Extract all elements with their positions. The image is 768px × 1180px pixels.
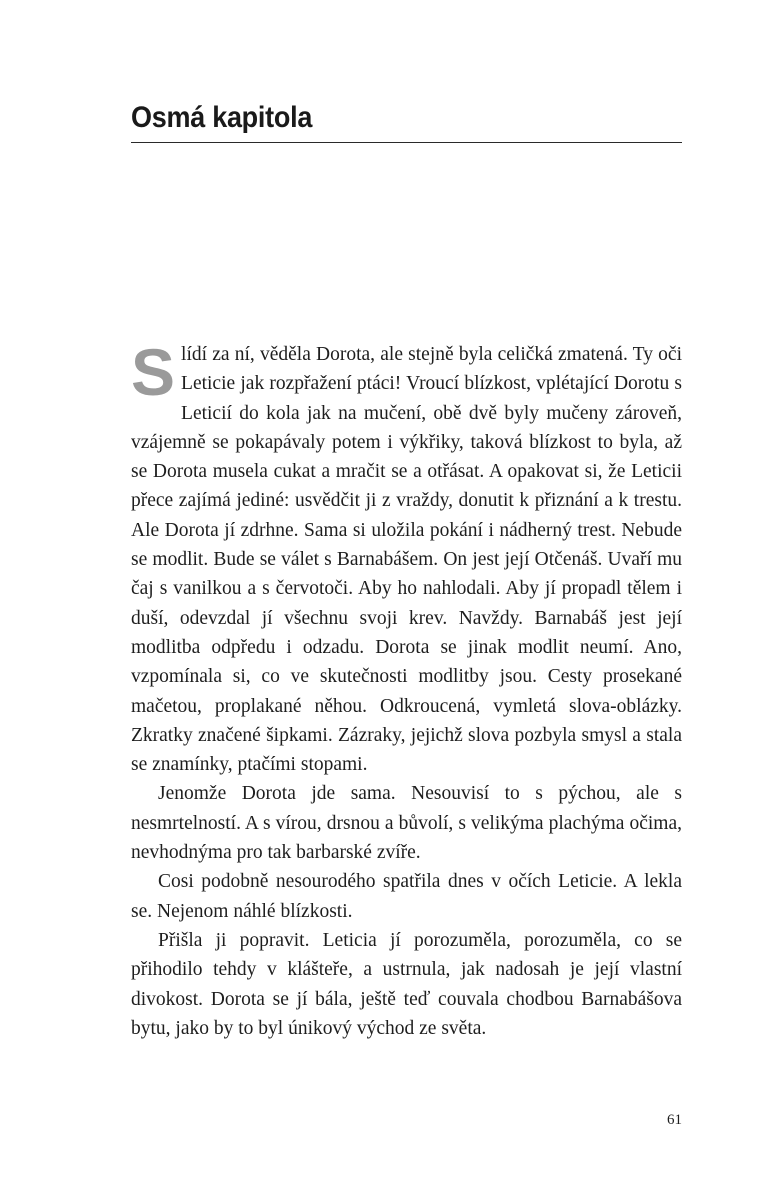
title-underline-rule [131,142,682,143]
paragraph-4: Přišla ji popravit. Leticia jí porozuměla, porozuměla, co se přihodilo tehdy v klášteře, a ustrnula, jak nadosah je její vlastní divokost. Dorota se jí bála, ještě teď couvala chodbou Barnabášova bytu, jako by to byl únikový východ ze světa. [131,929,682,1039]
paragraph-2: Jenomže Dorota jde sama. Nesouvisí to s pýchou, ale s nesmrtelností. A s vírou, drsnou a bůvolí, s velikýma plachýma očima, nevhodnýma pro tak barbarské zvíře. [131,783,682,864]
chapter-title: Osmá kapitola [131,101,313,134]
chapter-body [131,335,682,1043]
paragraph-1 [131,335,682,779]
page-number: 61 [667,1112,682,1128]
paragraph-1-text: lídí za ní, věděla Dorota, ale stejně byla celičká zmatená. Ty oči Leticie jak rozpřažení ptáci! Vroucí blízkost, vplétající Dorotu s Leticií do kola jak na mučení, obě dvě byly mučeny zároveň, vzájemně se pokapávaly potem i výkřiky, taková blízkost to byla, až se Dorota musela cukat a mračit se a otřásat. A opakovat si, že Leticii přece zajímá jediné: usvědčit ji z vraždy, donutit k přiznání a k trestu. Ale Dorota jí zdrhne. Sama si uložila pokání i nádherný trest. Nebude se modlit. Bude se válet s Barnabášem. On jest její Otčenáš. Uvaří mu čaj s vanilkou a s červotoči. Aby ho nahlodali. Aby jí propadl tělem i duší, odevzdal jí všechnu svoji krev. Navždy. Barnabáš jest její modlitba odpředu i odzadu. Dorota se jinak modlit neumí. Ano, vzpomínala si, co ve skutečnosti modlitby jsou. Cesty prosekané mačetou, proplakané něhou. Odkroucená, vymletá slova-oblázky. Zkratky značené šipkami. Zázraky, jejichž slova pozbyla smysl a stala se znamínky, ptačími stopami. [131,344,682,776]
paragraph-3: Cosi podobně nesourodého spatřila dnes v očích Leticie. A lekla se. Nejenom náhlé blízkosti. [131,871,682,922]
drop-cap-letter: S [131,335,176,409]
